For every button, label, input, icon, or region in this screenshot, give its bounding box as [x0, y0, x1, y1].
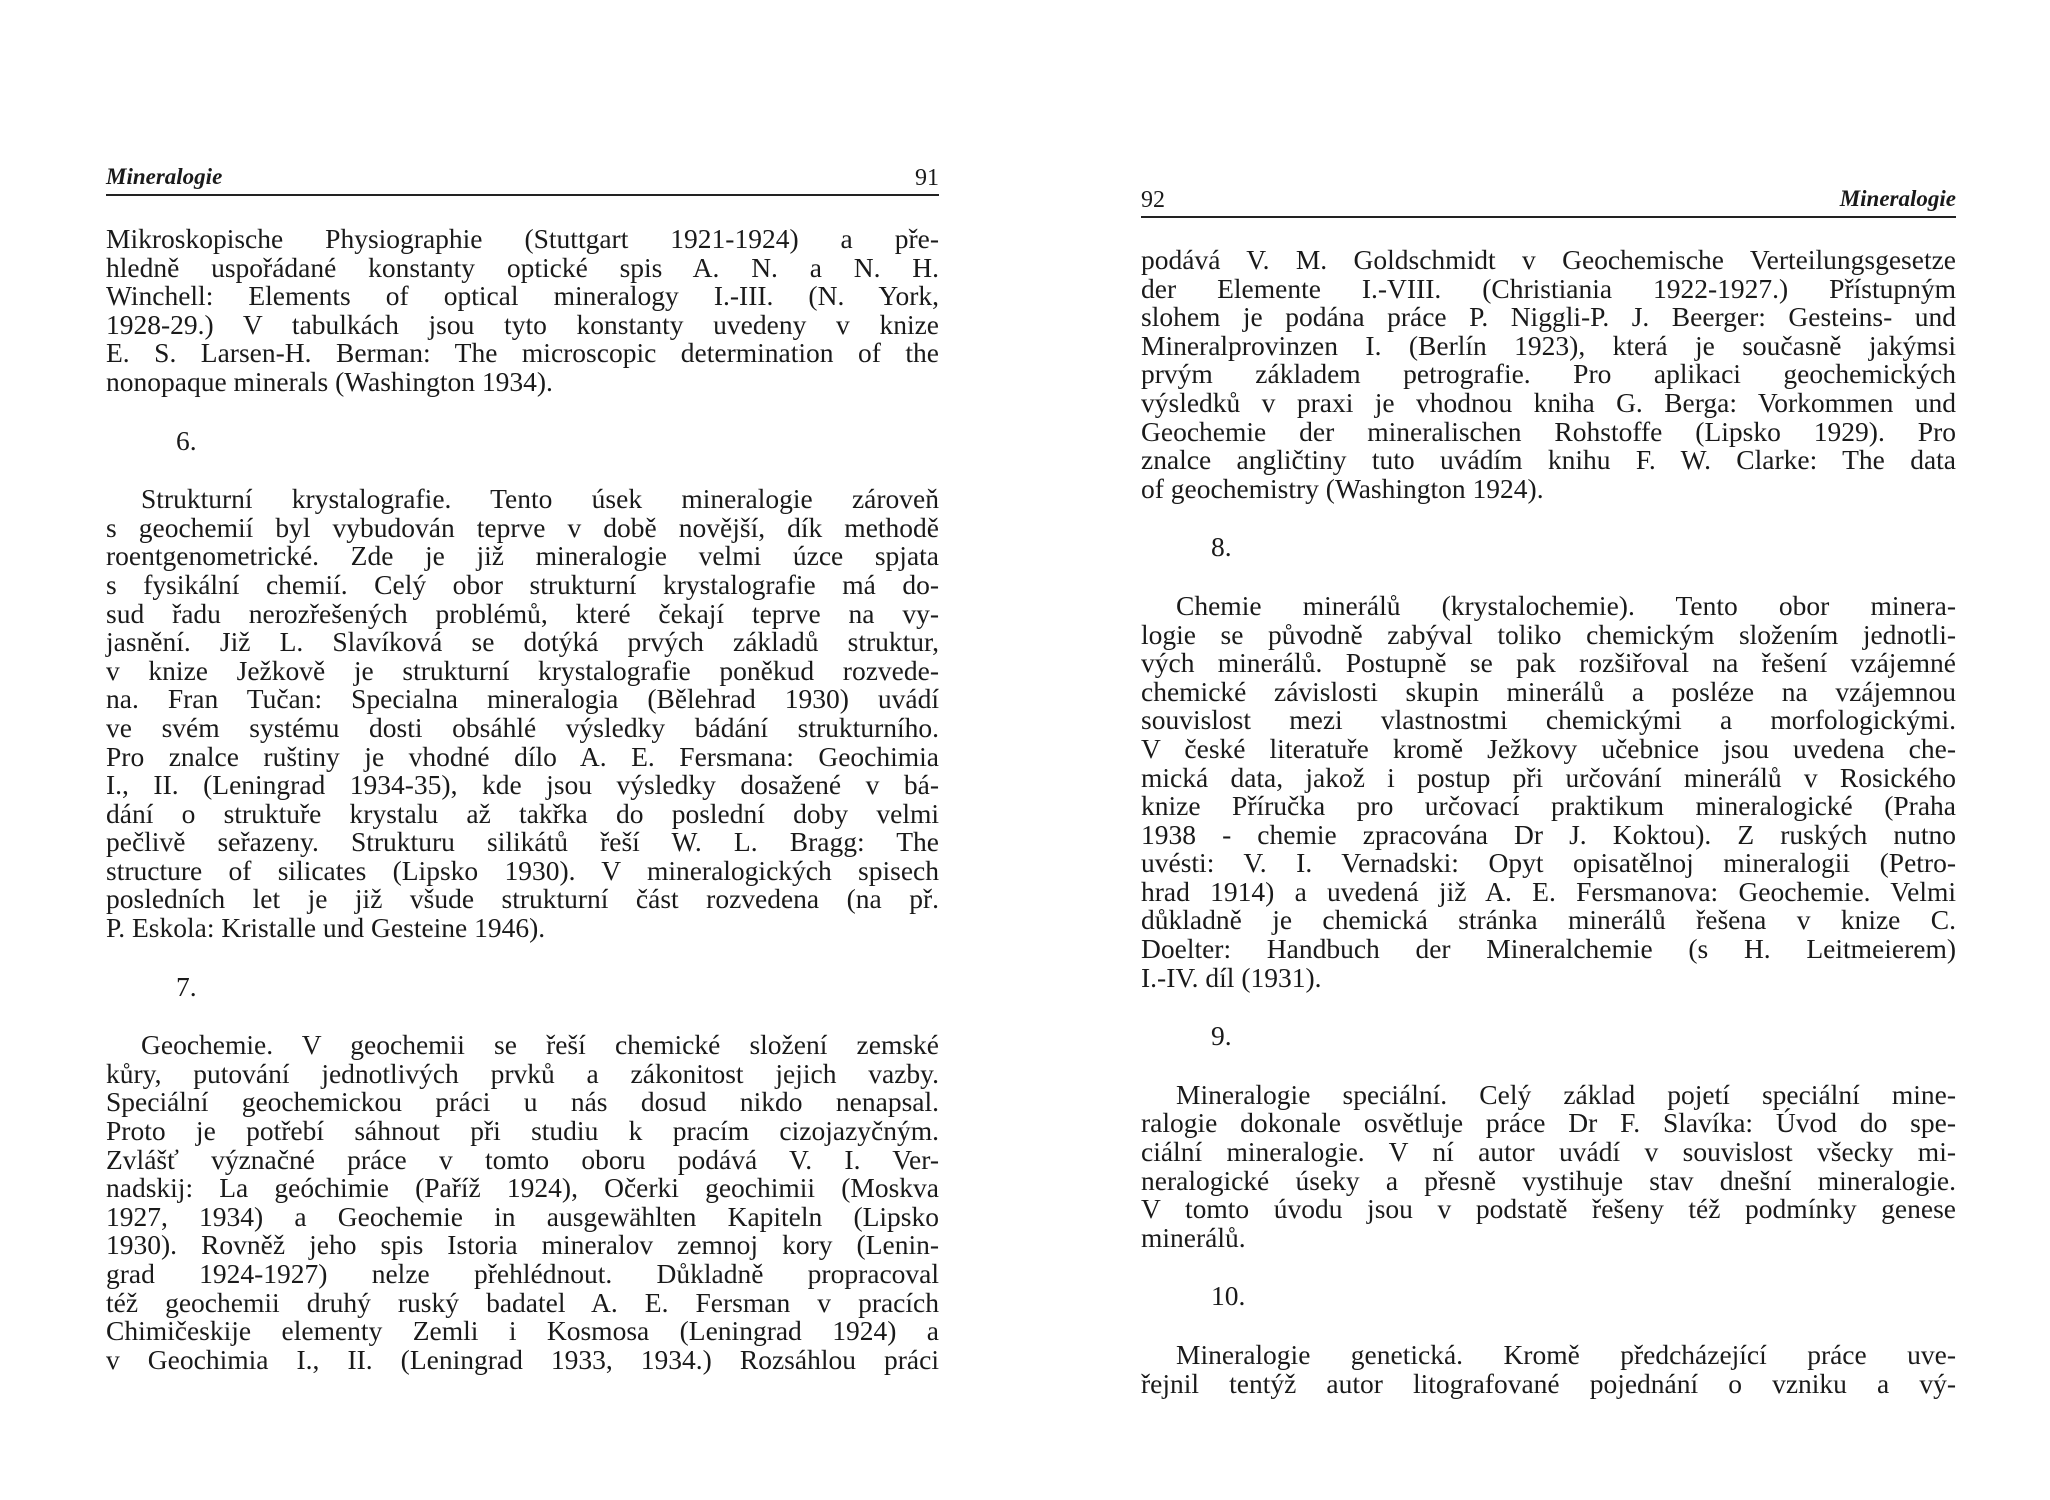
- paragraph: [106, 485, 939, 943]
- text-line: Speciální geochemickou práci u nás dosud nikdo nenapsal.: [106, 1086, 939, 1118]
- text-line: P. Eskola: Kristalle und Gesteine 1946).: [106, 912, 546, 944]
- text-line: minerálů.: [1141, 1221, 1246, 1253]
- text-line: na. Fran Tučan: Specialna mineralogia (Bělehrad 1930) uvádí: [106, 683, 939, 715]
- text-line: Geochemie. V geochemii se řeší chemické složení zemské: [141, 1029, 939, 1061]
- text-line: ralogie dokonale osvětluje práce Dr F. Slavíka: Úvod do spe-: [1141, 1107, 1956, 1139]
- text-line: 1928-29.) V tabulkách jsou tyto konstanty uvedeny v knize: [106, 308, 939, 340]
- text-line: Mineralogie genetická. Kromě předcházející práce uve-: [1176, 1339, 1956, 1370]
- page-header: [1141, 182, 1956, 218]
- running-title: Mineralogie: [1839, 186, 1956, 211]
- text-line: v knize Ježkově je strukturní krystalografie poněkud rozvede-: [106, 654, 939, 686]
- text-line: I., II. (Leningrad 1934-35), kde jsou výsledky dosažené v bá-: [106, 769, 939, 801]
- paragraph: [106, 225, 939, 397]
- text-line: Mikroskopische Physiographie (Stuttgart 1921-1924) a pře-: [106, 223, 939, 254]
- text-line: E. S. Larsen-H. Berman: The microscopic determination of the: [106, 337, 939, 369]
- text-line: neralogické úseky a přesně vystihuje stav dnešní mineralogie.: [1141, 1164, 1956, 1196]
- paragraph: [1141, 1078, 1956, 1253]
- text-line: der Elemente I.-VIII. (Christiania 1922-1927.) Přístupným: [1141, 272, 1956, 304]
- section-number: 7.: [176, 970, 197, 1002]
- text-line: chemické závislosti skupin minerálů a posléze na vzájemnou: [1141, 675, 1956, 707]
- text-line: s geochemií byl vybudován teprve v době novější, dík methodě: [106, 511, 939, 543]
- text-line: V tomto úvodu jsou v podstatě řešeny též podmínky genese: [1141, 1193, 1956, 1225]
- text-line: Mineralogie speciální. Celý základ pojetí speciální mine-: [1176, 1078, 1956, 1110]
- text-line: logie se původně zabýval toliko chemickým složením jednotli-: [1141, 618, 1956, 650]
- text-line: Pro znalce ruštiny je vhodné dílo A. E. Fersmana: Geochimia: [106, 740, 939, 772]
- text-line: slohem je podána práce P. Niggli-P. J. Beerger: Gesteins- und: [1141, 301, 1956, 333]
- paragraph: [106, 1031, 939, 1374]
- text-line: Doelter: Handbuch der Mineralchemie (s H. Leitmeierem): [1141, 933, 1956, 965]
- text-line: roentgenometrické. Zde je již mineralogie velmi úzce spjata: [106, 540, 939, 572]
- text-line: prvým základem petrografie. Pro aplikaci geochemických: [1141, 358, 1956, 390]
- paragraph: [1141, 246, 1956, 503]
- text-line: výsledků v praxi je vhodnou kniha G. Berga: Vorkommen und: [1141, 386, 1956, 418]
- text-line: posledních let je již všude strukturní část rozvedena (na př.: [106, 883, 939, 915]
- text-line: ciální mineralogie. V ní autor uvádí v souvislost všecky mi-: [1141, 1136, 1956, 1168]
- text-line: v Geochimia I., II. (Leningrad 1933, 1934.) Rozsáhlou práci: [106, 1343, 939, 1375]
- text-line: Winchell: Elements of optical mineralogy I.-III. (N. York,: [106, 280, 939, 312]
- text-line: of geochemistry (Washington 1924).: [1141, 472, 1544, 504]
- text-line: Zvlášť význačné práce v tomto oboru podává V. I. Ver-: [106, 1143, 939, 1175]
- text-line: nonopaque minerals (Washington 1934).: [106, 365, 553, 397]
- text-line: Chemie minerálů (krystalochemie). Tento obor minera-: [1176, 589, 1956, 621]
- text-line: Chimičeskije elementy Zemli i Kosmosa (Leningrad 1924) a: [106, 1315, 939, 1347]
- text-line: hledně uspořádané konstanty optické spis A. N. a N. H.: [106, 251, 939, 283]
- page-number: 91: [915, 165, 939, 191]
- text-line: podává V. M. Goldschmidt v Geochemische Verteilungsgesetze: [1141, 244, 1956, 275]
- text-line: s fysikální chemií. Celý obor strukturní krystalografie má do-: [106, 568, 939, 600]
- running-title: Mineralogie: [106, 164, 223, 189]
- paragraph: [1141, 589, 1956, 993]
- text-line: pečlivě seřazeny. Strukturu silikátů řeší W. L. Bragg: The: [106, 826, 939, 858]
- text-line: structure of silicates (Lipsko 1930). V mineralogických spisech: [106, 854, 939, 886]
- text-line: sud řadu nerozřešených problémů, které čekají teprve na vy-: [106, 597, 939, 629]
- text-line: I.-IV. díl (1931).: [1141, 961, 1322, 993]
- text-line: dání o struktuře krystalu až takřka do poslední doby velmi: [106, 797, 939, 829]
- page-body: [106, 225, 939, 1374]
- text-line: hrad 1914) a uvedená již A. E. Fersmanova: Geochemie. Velmi: [1141, 875, 1956, 907]
- page-header: [106, 160, 939, 196]
- text-line: nadskij: La geóchimie (Paříž 1924), Očerki geochimii (Moskva: [106, 1172, 939, 1204]
- text-line: Strukturní krystalografie. Tento úsek mineralogie zároveň: [141, 483, 939, 515]
- text-line: mická data, jakož i postup při určování minerálů v Rosického: [1141, 761, 1956, 793]
- text-line: grad 1924-1927) nelze přehlédnout. Důkladně propracoval: [106, 1258, 939, 1289]
- section-number: 8.: [1211, 531, 1232, 563]
- text-line: ve svém systému dosti obsáhlé výsledky bádání strukturního.: [106, 711, 939, 743]
- section-number: 6.: [176, 424, 197, 456]
- text-line: jasnění. Již L. Slavíková se dotýká prvých základů struktur,: [106, 626, 939, 658]
- text-line: Proto je potřebí sáhnout při studiu k pracím cizojazyčným.: [106, 1115, 939, 1147]
- section-number: 9.: [1211, 1020, 1232, 1052]
- page-number: 92: [1141, 187, 1165, 213]
- text-line: znalce angličtiny tuto uvádím knihu F. W. Clarke: The data: [1141, 444, 1956, 476]
- text-line: V české literatuře kromě Ježkovy učebnice jsou uvedena che-: [1141, 732, 1956, 764]
- text-line: Mineralprovinzen I. (Berlín 1923), která je současně jakýmsi: [1141, 329, 1956, 361]
- text-line: Geochemie der mineralischen Rohstoffe (Lipsko 1929). Pro: [1141, 415, 1956, 447]
- text-line: knize Příručka pro určovací praktikum mineralogické (Praha: [1141, 790, 1956, 822]
- text-line: souvislost mezi vlastnostmi chemickými a morfologickými.: [1141, 704, 1956, 736]
- text-line: kůry, putování jednotlivých prvků a zákonitost jejich vazby.: [106, 1057, 939, 1089]
- page-body: [1141, 246, 1956, 1398]
- text-line: vých minerálů. Postupně se pak rozšiřoval na řešení vzájemné: [1141, 647, 1956, 679]
- text-line: 1927, 1934) a Geochemie in ausgewählten Kapiteln (Lipsko: [106, 1200, 939, 1232]
- paragraph: [1141, 1341, 1956, 1398]
- text-line: důkladně je chemická stránka minerálů řešena v knize C.: [1141, 904, 1956, 936]
- text-line: 1938 - chemie zpracována Dr J. Koktou). Z ruských nutno: [1141, 818, 1956, 850]
- section-number: 10.: [1211, 1280, 1246, 1312]
- text-line: řejnil tentýž autor litografované pojednání o vzniku a vý-: [1141, 1367, 1956, 1399]
- text-line: uvésti: V. I. Vernadski: Opyt opisatělnoj mineralogii (Petro-: [1141, 847, 1956, 879]
- text-line: též geochemii druhý ruský badatel A. E. Fersman v pracích: [106, 1286, 939, 1318]
- text-line: 1930). Rovněž jeho spis Istoria mineralov zemnoj kory (Lenin-: [106, 1229, 939, 1261]
